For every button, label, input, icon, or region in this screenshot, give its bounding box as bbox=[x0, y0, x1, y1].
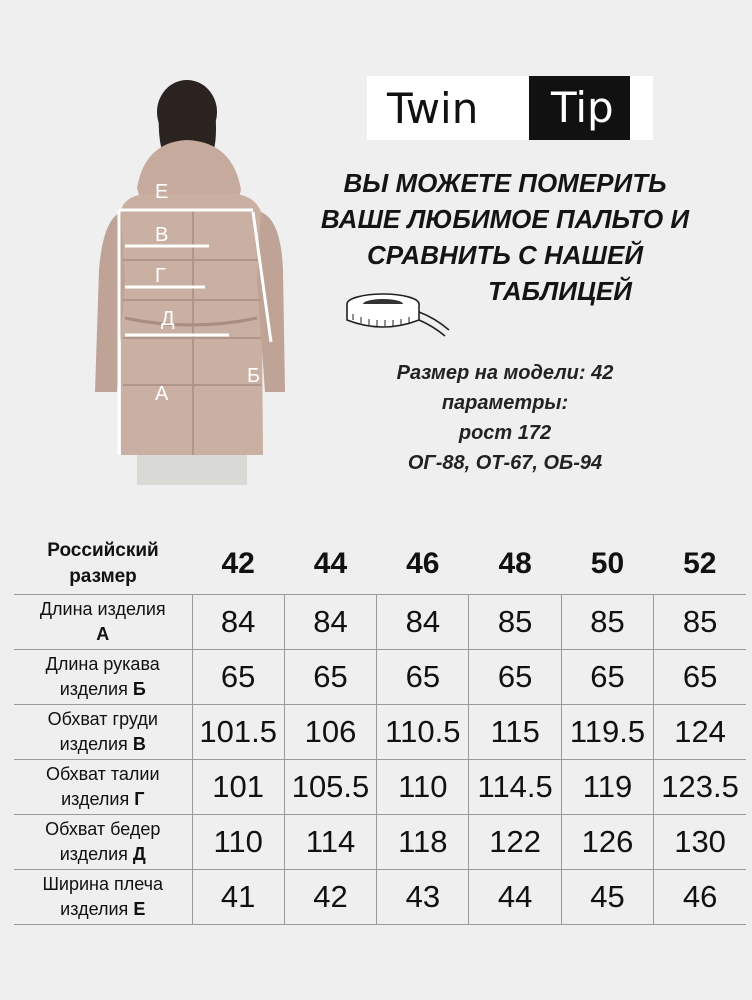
table-cell: 84 bbox=[192, 595, 284, 650]
row-label: Обхват бедер изделия Д bbox=[14, 815, 192, 870]
table-cell: 46 bbox=[654, 870, 746, 925]
table-cell: 45 bbox=[561, 870, 653, 925]
headline bbox=[300, 165, 710, 309]
model-params-label: параметры: bbox=[441, 392, 569, 414]
table-cell: 85 bbox=[561, 595, 653, 650]
table-cell: 101 bbox=[192, 760, 284, 815]
table-cell: 65 bbox=[469, 650, 561, 705]
row-label: Ширина плеча изделия Е bbox=[14, 870, 192, 925]
size-header-row bbox=[14, 534, 746, 595]
headline-line-3: СРАВНИТЬ С НАШЕЙ bbox=[366, 240, 644, 270]
table-cell: 65 bbox=[192, 650, 284, 705]
measuring-tape-icon bbox=[343, 290, 453, 340]
brand-word-2: Tip bbox=[529, 76, 630, 140]
table-row-length bbox=[14, 595, 746, 650]
size-table bbox=[14, 534, 746, 925]
size-48: 48 bbox=[498, 547, 532, 580]
label-v: В bbox=[155, 224, 169, 246]
table-cell: 119 bbox=[561, 760, 653, 815]
model-measurements: ОГ-88, ОТ-67, ОБ-94 bbox=[407, 452, 603, 474]
table-cell: 115 bbox=[469, 705, 561, 760]
table-cell: 124 bbox=[654, 705, 746, 760]
table-cell: 85 bbox=[469, 595, 561, 650]
table-cell: 44 bbox=[469, 870, 561, 925]
table-cell: 110.5 bbox=[377, 705, 469, 760]
label-d: Д bbox=[161, 308, 175, 330]
table-cell: 130 bbox=[654, 815, 746, 870]
table-cell: 65 bbox=[377, 650, 469, 705]
size-46: 46 bbox=[406, 547, 440, 580]
table-row-waist bbox=[14, 760, 746, 815]
table-cell: 65 bbox=[284, 650, 376, 705]
size-42: 42 bbox=[221, 547, 255, 580]
table-cell: 110 bbox=[192, 815, 284, 870]
table-cell: 118 bbox=[377, 815, 469, 870]
size-44: 44 bbox=[313, 547, 348, 580]
model-height: рост 172 bbox=[458, 422, 552, 444]
row-label: Длина изделия А bbox=[14, 595, 192, 650]
brand-word-1: Twin bbox=[387, 83, 479, 133]
table-row-sleeve bbox=[14, 650, 746, 705]
table-cell: 85 bbox=[654, 595, 746, 650]
label-g: Г bbox=[155, 265, 166, 287]
table-cell: 105.5 bbox=[284, 760, 376, 815]
brand-logo bbox=[367, 76, 653, 140]
size-header-label: Российский размер bbox=[47, 540, 159, 587]
row-label: Длина рукава изделия Б bbox=[14, 650, 192, 705]
table-cell: 123.5 bbox=[654, 760, 746, 815]
table-row-hips bbox=[14, 815, 746, 870]
size-50: 50 bbox=[590, 547, 625, 580]
table-cell: 65 bbox=[654, 650, 746, 705]
table-cell: 114 bbox=[284, 815, 376, 870]
table-cell: 65 bbox=[561, 650, 653, 705]
headline-line-4: ТАБЛИЦЕЙ bbox=[488, 276, 632, 306]
table-row-shoulder bbox=[14, 870, 746, 925]
model-size: Размер на модели: 42 bbox=[396, 362, 614, 384]
row-label: Обхват талии изделия Г bbox=[14, 760, 192, 815]
size-52: 52 bbox=[683, 547, 717, 580]
row-label: Обхват груди изделия В bbox=[14, 705, 192, 760]
table-cell: 84 bbox=[377, 595, 469, 650]
label-e: Е bbox=[155, 181, 169, 203]
table-cell: 126 bbox=[561, 815, 653, 870]
coat-back-photo bbox=[85, 70, 300, 485]
table-cell: 119.5 bbox=[561, 705, 653, 760]
table-cell: 84 bbox=[284, 595, 376, 650]
table-cell: 114.5 bbox=[469, 760, 561, 815]
table-cell: 101.5 bbox=[192, 705, 284, 760]
model-info bbox=[320, 358, 690, 478]
label-a: А bbox=[155, 383, 169, 405]
label-b: Б bbox=[247, 365, 261, 387]
headline-line-1: ВЫ МОЖЕТЕ ПОМЕРИТЬ bbox=[343, 168, 667, 198]
table-cell: 106 bbox=[284, 705, 376, 760]
table-cell: 122 bbox=[469, 815, 561, 870]
table-row-chest bbox=[14, 705, 746, 760]
table-cell: 42 bbox=[284, 870, 376, 925]
table-cell: 41 bbox=[192, 870, 284, 925]
table-cell: 43 bbox=[377, 870, 469, 925]
table-cell: 110 bbox=[377, 760, 469, 815]
headline-line-2: ВАШЕ ЛЮБИМОЕ ПАЛЬТО И bbox=[320, 204, 690, 234]
